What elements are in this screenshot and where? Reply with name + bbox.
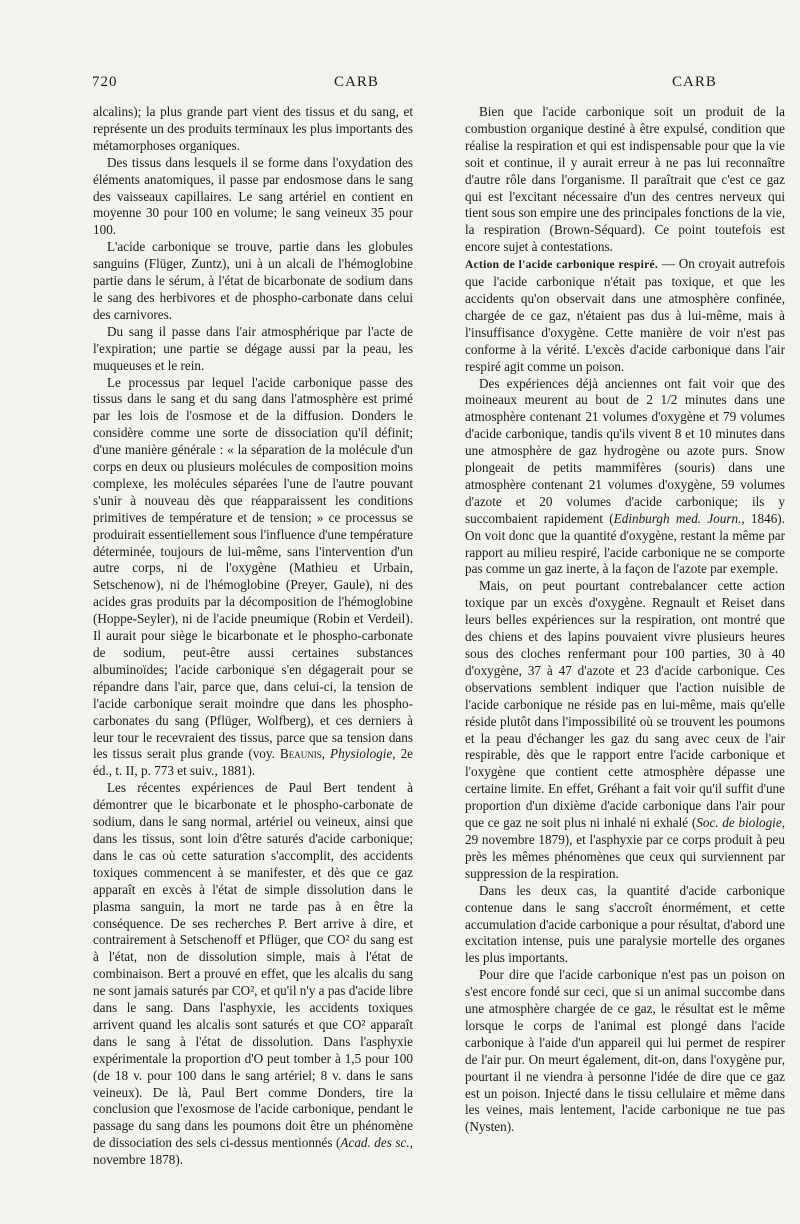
paragraph-text: Mais, on peut pourtant contrebalancer cette action toxique par un excès d'oxygène. Regnault et Reiset dans leurs belles expériences sur la respiration, ont montré que des chiens et des lapins pouvaient vivre plusieurs heures sous des cloches renfermant pour 100 parties, 30 à 40 d'oxygène, 37 à 47 d'azote et 23 d'acide carbonique. Ces observations semblent indiquer que l'action nuisible de l'acide carbonique ne réside pas en lui-même, mais qu'elle réside plutôt dans l'impossibilité où se trouvent les poumons et la peau d'échanger les gaz du sang avec ceux de l'air respirable, dès que le rapport entre l'acide carbonique et l'oxygène que contient cette atmosphère dépasse une certaine limite. En effet, Gréhant a fait voir qu'il suffit d'une proportion d'un dixième d'acide carbonique dans l'air pour que ce gaz ne soit plus ni inhalé ni exhalé ( bbox=[465, 578, 785, 831]
work-title: Physiologie bbox=[330, 746, 393, 762]
paragraph: Bien que l'acide carbonique soit un produit de la combustion organique destiné à être expulsé, condition que réalise la respiration et qui est indispensable pour que la vie soit et continue, il y aurait erreur à ne pas lui reconnaître d'autre rôle dans l'organisme. Il paraîtrait que c'est ce gaz qui est l'excitant nécessaire d'un des centres nerveux qui tient sous son empire une des principales fonctions de la vie, la respiration (Brown-Séquard). Ce point toutefois est encore sujet à contestations. bbox=[465, 104, 785, 255]
paragraph: Pour dire que l'acide carbonique n'est pas un poison on s'est encore fondé sur ceci, que si un animal succombe dans une atmosphère chargée de ce gaz, le résultat est le même lorsque le corps de l'animal est plongé dans l'acide carbonique à l'aide d'un appareil qui lui permet de respirer de l'air pur. On meurt également, dit-on, dans l'oxygène pur, pourtant il ne viendra à personne l'idée de dire que ce gaz est un poison. Injecté dans le tissu cellulaire et même dans les veines, mais lentement, l'acide carbonique ne tue pas (Nysten). bbox=[465, 967, 785, 1135]
citation-source: Edinburgh med. Journ. bbox=[613, 510, 742, 526]
right-column bbox=[465, 104, 785, 1136]
citation-details: , 2e éd., t. II, p. 773 et suiv., 1881). bbox=[93, 746, 414, 779]
paragraph: alcalins); la plus grande part vient des tissus et du sang, et représente un des produits terminaux les plus importants des métamorphoses organiques. bbox=[93, 104, 413, 153]
paragraph: Dans les deux cas, la quantité d'acide carbonique contenue dans le sang s'accroît énormément, et cette accumulation d'acide carbonique a pour résultat, d'abord une excitation intense, puis une paralysie mortelle des organes les plus importants. bbox=[465, 882, 785, 966]
paragraph-text: , 29 novembre 1879), et l'asphyxie par ce corps produit à peu près les mêmes phénomènes que ceux qui surviennent par suppression de la respiration. bbox=[465, 815, 785, 881]
section-paragraph bbox=[465, 256, 785, 375]
paragraph: L'acide carbonique se trouve, partie dans les globules sanguins (Flüger, Zuntz), uni à un alcali de l'hémoglobine partie dans le sérum, à l'état de bicarbonate de sodium dans le sang des herbivores et de phospho-carbonate dans celui des carnivores. bbox=[93, 239, 413, 322]
paragraph bbox=[93, 780, 413, 1169]
paragraph bbox=[465, 376, 785, 579]
right-running-title: CARB bbox=[672, 74, 717, 90]
paragraph-text: Des expériences déjà anciennes ont fait voir que des moineaux meurent au bout de 2 1/2 minutes dans une atmosphère contenant 21 volumes d'oxygène et 79 volumes d'acide carbonique, tandis qu'ils vivent 8 et 10 minutes dans une atmosphère de gaz hydrogène ou azote purs. Snow plongeait de petits mammifères (souris) dans une atmosphère contenant 21 volumes d'oxygène, 59 volumes d'azote et 20 volumes d'acide carbonique; ils y succombaient rapidement ( bbox=[465, 375, 785, 526]
citation-details: , novembre 1878). bbox=[93, 1135, 413, 1168]
paragraph-text: Les récentes expériences de Paul Bert tendent à démontrer que le bicarbonate et le phospho-carbonate de sodium, dans le sang normal, artériel ou veineux, ainsi que dans les tissus, sont loin d'être saturés d'acide carbonique; dans le cas où cette saturation s'accomplit, des accidents toxiques commencent à se manifester, et dès que ce gaz apparaît en excès à l'état de simple dissolution dans le plasma sanguin, la mort ne tarde pas à en être la conséquence. De ses recherches P. Bert arrive à dire, et contrairement à Setschenoff et Pflüger, que CO² du sang est à l'état, non de dissolution simple, mais à l'état de combinaison. Bert a prouvé en effet, que les alcalis du sang ne sont jamais saturés par CO², et qu'il n'y a pas d'acide libre dans le sang. Dans l'asphyxie, les accidents toxiques arrivent quand les alcalis sont saturés et que CO² apparaît dans le sang à l'état de dissolution. Dans l'asphyxie expérimentale la proportion d'O peut tomber à 1,5 pour 100 (de 18 v. pour 100 dans le sang artériel; 8 v. dans le sans veineux). De là, Paul Bert comme Donders, tire la conclusion que l'exosmose de l'acide carbonique, pendant le passage du sang dans les poumons doit être un phénomène de dissociation des sels ci-dessus mentionnés ( bbox=[93, 780, 413, 1151]
left-column bbox=[93, 104, 413, 1169]
author-name: Beaunis bbox=[279, 746, 322, 762]
paragraph: Du sang il passe dans l'air atmosphérique par l'acte de l'expiration; une partie se dégage aussi par la peau, les muqueuses et le rein. bbox=[93, 323, 413, 373]
paragraph: Des tissus dans lesquels il se forme dans l'oxydation des éléments anatomiques, il passe par endosmose dans le sang des vaisseaux capillaires. Le sang artériel en contient en moyenne 30 pour 100 en volume; le sang veineux 35 pour 100. bbox=[93, 154, 413, 238]
separator: , bbox=[321, 746, 331, 762]
left-running-title: CARB bbox=[334, 74, 379, 90]
running-header bbox=[92, 74, 752, 96]
section-heading: Action de l'acide carbonique respiré. bbox=[465, 259, 659, 272]
citation-source: Acad. des sc. bbox=[340, 1135, 410, 1151]
paragraph-text: , 1846). On voit donc que la quantité d'oxygène, restant la même par rapport au milieu respiré, l'acide carbonique ne se comporte pas comme un gaz inerte, à la façon de l'azote par exemple. bbox=[465, 510, 785, 577]
paragraph bbox=[465, 578, 785, 882]
citation-source: Soc. de biologie bbox=[696, 815, 782, 831]
page-number: 720 bbox=[92, 74, 118, 90]
paragraph-text: Le processus par lequel l'acide carbonique passe des tissus dans le sang et du sang dans l'atmosphère est primé par les lois de l'osmose et de la diffusion. Donders le considère comme une sorte de dissociation qu'il définit; d'une manière générale : « la séparation de la molécule d'un corps en deux ou plusieurs molécules de composition moins complexe, les molécules séparées l'une de l'autre pouvant s'unir à nouveau dès que réapparaissent les conditions primitives de température et de tension; » ce processus se produirait essentiellement sous l'influence d'une température déterminée, toujours de lui-même, sans l'intervention d'un autre corps, ni de l'oxygène (Mathieu et Urbain, Setschenow), ni de l'hémoglobine (Preyer, Gaule), ni des acides gras produits par la décomposition de l'hémoglobine (Hoppe-Seyler), ni de l'acide pneumique (Robin et Verdeil). Il aurait pour siège le bicarbonate et le phospho-carbonate de sodium, peut-être aussi certaines substances albuminoïdes; l'acide carbonique s'en dégagerait pour se répandre dans l'air, parce que, dans celui-ci, la tension de l'acide carbonique serait moindre que dans les phospho-carbonates du sang (Pflüger, Wolfberg), et ces derniers à leur tour le recevraient des tissus, parce que sa tension dans les tissus serait plus grande (voy. bbox=[93, 374, 413, 762]
paragraph bbox=[93, 375, 413, 781]
section-text: — On croyait autrefois que l'acide carbonique n'était pas toxique, et que les accidents qu'on observait dans une atmosphère confinée, chargée de ce gaz, n'étaient pas dus à lui-même, mais à l'insuffisance d'oxygène. Cette manière de voir n'est pas conforme à la vérité. L'excès d'acide carbonique dans l'air respiré agit comme un poison. bbox=[465, 256, 785, 374]
